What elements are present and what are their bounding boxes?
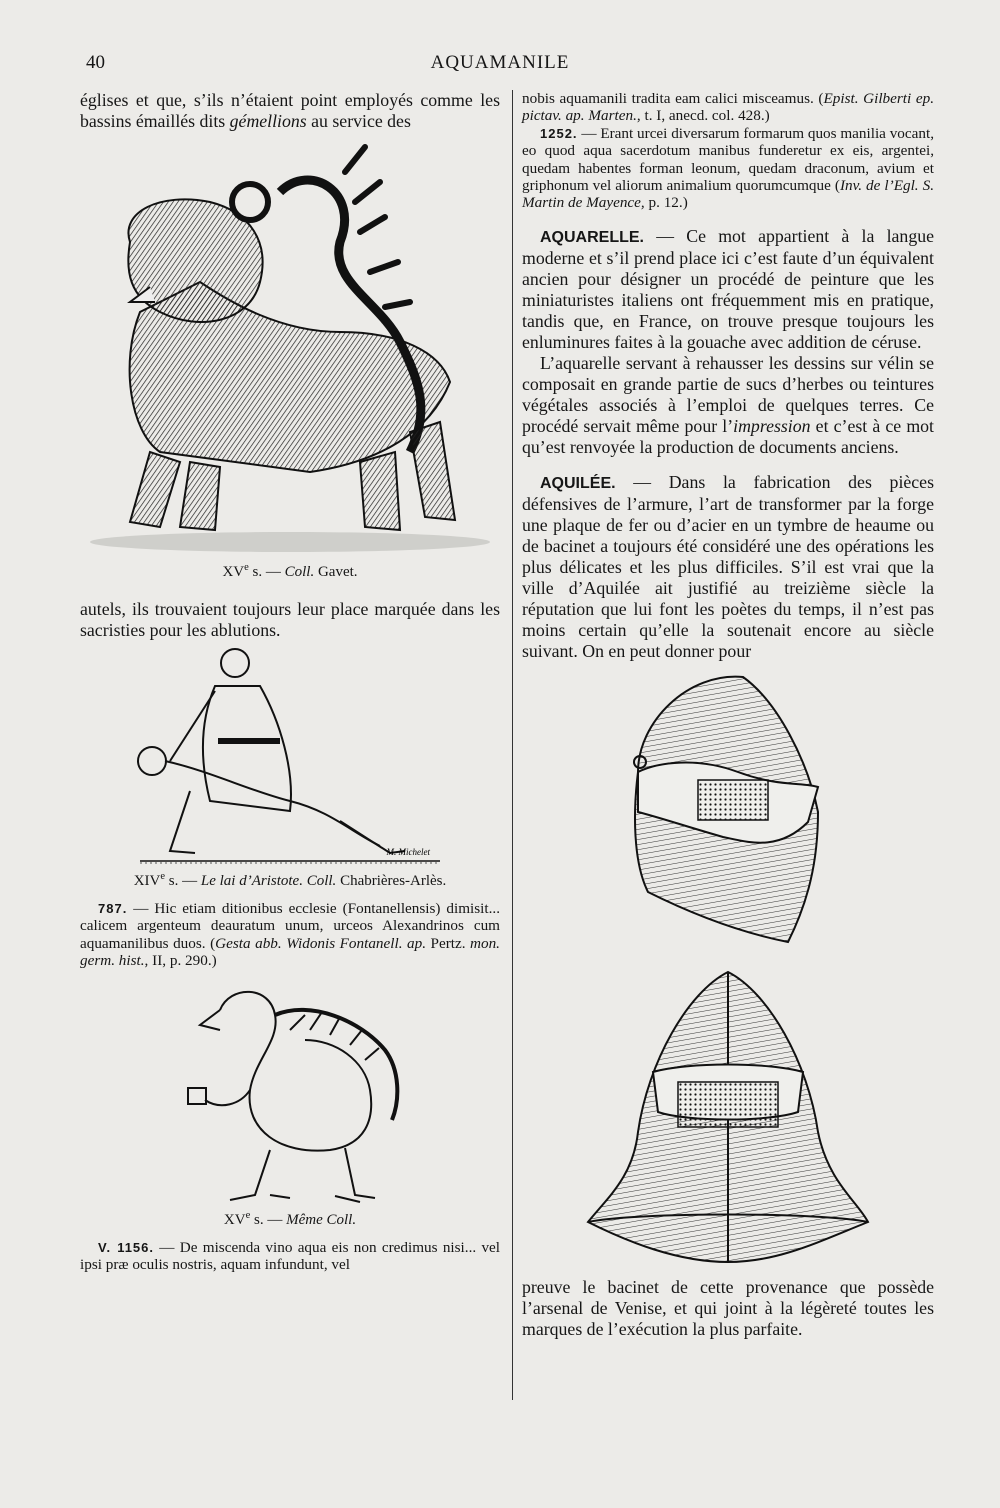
figure-caption-griffin bbox=[80, 1210, 500, 1229]
text-run: impression bbox=[733, 415, 811, 436]
quote-787-number: 787. bbox=[98, 901, 128, 916]
running-head: AQUAMANILE bbox=[430, 52, 570, 73]
text-run: Inv. de l’Egl. S. Martin de Mayence, bbox=[522, 177, 935, 212]
text-run: s. — bbox=[250, 1211, 287, 1228]
text-run: — De miscenda vino aqua eis non credimus nisi... vel ipsi præ oculis nostris, aquam infundunt, vel bbox=[80, 1238, 501, 1274]
continued-quote bbox=[522, 90, 934, 125]
text-run: p. 12.) bbox=[644, 194, 688, 212]
text-run: mon. germ. hist. bbox=[80, 934, 500, 970]
aquilee-headword: AQUILÉE. bbox=[540, 474, 616, 492]
text-run: s. — bbox=[165, 873, 201, 889]
text-run: L’aquarelle servant à rehausser les dessins sur vélin se composait en grande partie de sucs d’herbes ou teintures végétales associés à l’emploi de quelques terres. Ce procédé servait même pour l’ bbox=[522, 352, 934, 436]
aquarelle-text: — Ce mot appartient à la langue moderne et s’il prend place ici c’est faute d’un équivalent ancien pour désigner un procédé de peinture que les miniaturistes italiens ont fréquemment mis en pratique, tandis que, en France, on trouve presque toujours les enluminures faites à la gouache avec addition de céruse. bbox=[522, 225, 934, 352]
text-run: Gavet. bbox=[314, 564, 358, 580]
text-run: — Erant urcei diversarum formarum quos manilia vocant, eo quod aqua sacerdotum manibus funderetur ex eis, argentei, quedam habentes forman leonum, quedam draconum, avium et griphonum vel aliorum animalium quorumcumque ( bbox=[522, 124, 934, 195]
quote-787-text bbox=[80, 900, 500, 969]
quote-1252-text bbox=[522, 125, 934, 212]
column-divider bbox=[512, 90, 513, 1400]
text-run: XIV bbox=[133, 873, 161, 889]
griffin-aquamanile-illustration bbox=[160, 970, 420, 1210]
aquilee-text: — Dans la fabrication des pièces défensives de l’armure, l’art de transformer par la forge une plaque de fer ou d’acier en un tymbre de heaume ou de bacinet a toujours été considéré une des opérations les plus délicates et les plus difficiles. S’il est vrai que la ville d’Aquilée ait justifié au treizième siècle la réputation que lui font les poètes du temps, il n’est pas moins certain qu’elle la soutenait encore au siècle suivant. On en peut donner pour bbox=[522, 471, 934, 661]
text-run: Gesta abb. Widonis Fontanell. ap. bbox=[215, 934, 426, 952]
text-run: s. — bbox=[248, 564, 285, 580]
page-number: 40 bbox=[86, 52, 105, 73]
figure-caption-lion bbox=[80, 562, 500, 581]
quote-1252-number: 1252. bbox=[540, 125, 578, 141]
text-run: , II, p. 290.) bbox=[144, 952, 217, 970]
text-run: Epist. Gilberti ep. pictav. ap. Marten. bbox=[522, 90, 934, 125]
text-run: au service des bbox=[306, 111, 411, 131]
aquarelle-paragraph-2 bbox=[522, 353, 934, 458]
text-run: XV bbox=[222, 564, 245, 580]
text-run: Pertz. bbox=[426, 934, 471, 952]
lion-aquamanile-illustration bbox=[80, 132, 500, 562]
text-run: Même Coll. bbox=[286, 1211, 357, 1228]
text-run: e bbox=[245, 1209, 251, 1221]
figure-caption-aristote bbox=[80, 871, 500, 890]
bacinet-helmet-illustration-1 bbox=[578, 662, 878, 962]
text-run: e bbox=[160, 871, 166, 882]
after-figure-paragraph: autels, ils trouvaient toujours leur place marquée dans les sacristies pour les ablutions. bbox=[80, 599, 500, 640]
intro-paragraph bbox=[80, 90, 500, 132]
text-run: Le lai d’Aristote. Coll. bbox=[200, 873, 337, 889]
text-run: Chabrières-Arlès. bbox=[336, 873, 447, 889]
quote-1156 bbox=[80, 1239, 500, 1274]
aquilee-continuation: preuve le bacinet de cette provenance que possède l’arsenal de Venise, et qui joint à la légèreté toutes les marques de l’exécution la plus parfaite. bbox=[522, 1276, 934, 1339]
lai-aristote-illustration bbox=[130, 641, 450, 871]
quote-1156-number: V. 1156. bbox=[98, 1239, 155, 1255]
right-column bbox=[522, 90, 934, 1390]
left-column bbox=[80, 90, 500, 1390]
text-run: églises et que, s’ils n’étaient point employés comme les bassins émaillés dits bbox=[80, 90, 500, 131]
aquilee-entry bbox=[522, 472, 934, 662]
bacinet-helmet-illustration-2 bbox=[578, 962, 878, 1277]
text-run: et c’est à ce mot qu’est renvoyée la production de documents anciens. bbox=[522, 415, 934, 457]
engraver-signature: M. Michelet bbox=[386, 847, 430, 857]
text-run: e bbox=[244, 562, 249, 573]
text-run: Coll. bbox=[284, 564, 315, 580]
text-run: — Hic etiam ditionibus ecclesie (Fontanellensis) dimisit... calicem argenteum deauratum unum, urceos Alexandrinos cum aquamanilibus duos. ( bbox=[80, 900, 500, 952]
text-run: nobis aquamanili tradita eam calici misceamus. ( bbox=[522, 90, 824, 107]
text-run: , t. I, anecd. col. 428.) bbox=[636, 107, 770, 125]
quote-787 bbox=[80, 900, 500, 970]
aquarelle-entry bbox=[522, 226, 934, 353]
aquarelle-headword: AQUARELLE. bbox=[540, 228, 644, 246]
page-header bbox=[0, 52, 1000, 78]
text-run: XV bbox=[223, 1211, 246, 1228]
text-run: gémellions bbox=[229, 111, 307, 131]
quote-1252 bbox=[522, 125, 934, 212]
